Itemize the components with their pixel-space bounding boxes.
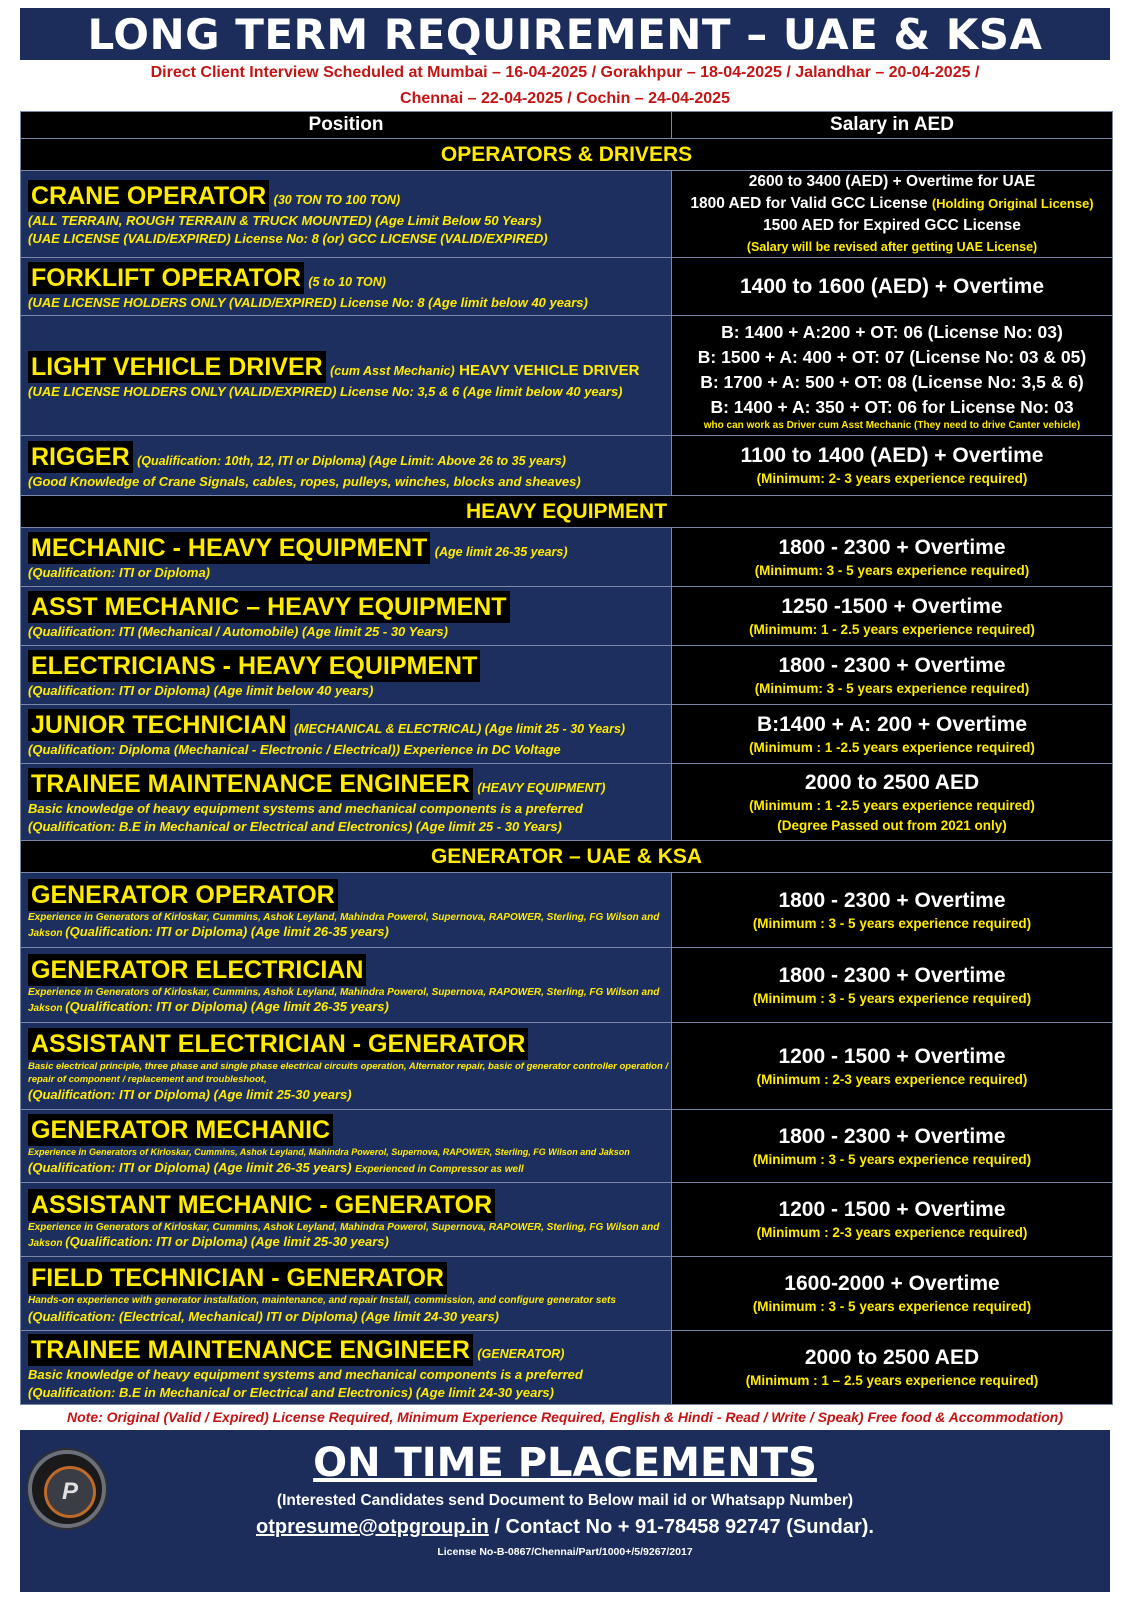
job-tag: (Age limit 26-35 years) <box>434 545 568 559</box>
salary-sub: (Minimum: 2- 3 years experience required) <box>756 471 1028 486</box>
logo-mark-icon: P <box>44 1466 96 1518</box>
table-row <box>21 171 1113 258</box>
salary-cell <box>672 587 1113 646</box>
col-salary: Salary in AED <box>672 112 1113 139</box>
schedule-line-2: Chennai – 22-04-2025 / Cochin – 24-04-2025 <box>400 90 730 107</box>
salary-cell <box>672 1331 1113 1405</box>
salary-main: 1800 - 2300 + Overtime <box>778 1124 1006 1148</box>
table-row <box>21 587 1113 646</box>
job-detail: Basic knowledge of heavy equipment systems and mechanical components is a preferred <box>28 1366 583 1382</box>
salary-cell <box>672 1023 1113 1110</box>
salary-line: B: 1400 + A: 350 + OT: 06 for License No: 03 <box>710 397 1074 417</box>
table-header <box>21 112 1113 139</box>
salary-sub: (Minimum : 2-3 years experience required) <box>756 1225 1028 1240</box>
position-cell <box>21 948 672 1023</box>
footnote: Note: Original (Valid / Expired) License Required, Minimum Experience Required, English & Hindi - Read / Write / Speak) Free food & Accommodation) <box>67 1409 1063 1425</box>
job-tag: HEAVY VEHICLE DRIVER <box>459 361 640 379</box>
salary-note: (Holding Original License) <box>931 196 1094 211</box>
apply-instruction: (Interested Candidates send Document to Below mail id or Whatsapp Number) <box>276 1492 854 1509</box>
table-row <box>21 258 1113 316</box>
salary-main: 1600-2000 + Overtime <box>784 1272 1000 1295</box>
job-title: GENERATOR MECHANIC <box>28 1114 333 1146</box>
position-cell <box>21 587 672 646</box>
job-title: FIELD TECHNICIAN - GENERATOR <box>28 1262 447 1294</box>
company-name: ON TIME PLACEMENTS <box>313 1440 817 1486</box>
job-title: GENERATOR ELECTRICIAN <box>28 954 366 986</box>
table-row <box>21 764 1113 841</box>
position-cell <box>21 171 672 258</box>
job-qualification: (Qualification: ITI or Diploma) (Age limit 26-35 years) <box>28 1159 352 1175</box>
salary-main: 2000 to 2500 AED <box>804 1346 980 1369</box>
job-detail <box>28 911 671 941</box>
salary-main: 1200 - 1500 + Overtime <box>778 1044 1006 1068</box>
section-title: OPERATORS & DRIVERS <box>21 139 1113 171</box>
salary-cell <box>672 436 1113 496</box>
salary-main: 1200 - 1500 + Overtime <box>778 1198 1006 1221</box>
salary-line: B: 1400 + A:200 + OT: 06 (License No: 03) <box>721 322 1063 342</box>
job-detail: (Qualification: ITI (Mechanical / Automobile) (Age limit 25 - 30 Years) <box>28 624 448 639</box>
page-title: LONG TERM REQUIREMENT – UAE & KSA <box>87 9 1043 59</box>
job-experience: Experience in Generators of Kirloskar, Cummins, Ashok Leyland, Mahindra Powerol, Supernova, RAPOWER, Sterling, FG Wilson and Jakson <box>28 1221 660 1249</box>
job-detail: (UAE LICENSE HOLDERS ONLY (VALID/EXPIRED) License No: 8 (Age limit below 40 years) <box>28 294 588 310</box>
section-header <box>21 139 1113 171</box>
job-detail: (Qualification: B.E in Mechanical or Electrical and Electronics) (Age limit 24-30 years) <box>28 1384 554 1400</box>
table-row <box>21 873 1113 948</box>
requirements-table <box>20 111 1113 1405</box>
table-row <box>21 316 1113 436</box>
salary-sub: (Minimum : 1 -2.5 years experience required) <box>749 797 1035 813</box>
job-title: ASSISTANT MECHANIC - GENERATOR <box>28 1189 495 1221</box>
salary-line: B: 1700 + A: 500 + OT: 08 (License No: 3,5 & 6) <box>700 372 1084 392</box>
salary-sub: (Minimum : 3 - 5 years experience required) <box>752 915 1032 931</box>
job-title: TRAINEE MAINTENANCE ENGINEER <box>28 1334 473 1366</box>
salary-main: 1800 - 2300 + Overtime <box>778 653 1006 677</box>
job-detail: Hands-on experience with generator installation, maintenance, and repair Install, commission, and configure generator sets <box>28 1294 616 1306</box>
job-tag: (cum Asst Mechanic) <box>330 363 455 378</box>
position-cell <box>21 258 672 316</box>
job-qualification: (Qualification: (Electrical, Mechanical) ITI or Diploma) (Age limit 24-30 years) <box>28 1308 500 1324</box>
position-cell <box>21 764 672 841</box>
job-detail: (ALL TERRAIN, ROUGH TERRAIN & TRUCK MOUNTED) (Age Limit Below 50 Years) <box>28 213 542 228</box>
salary-sub: (Minimum: 3 - 5 years experience required) <box>754 562 1030 578</box>
salary-text: 1800 AED for Valid GCC License <box>690 195 928 212</box>
salary-cell <box>672 948 1113 1023</box>
job-title: JUNIOR TECHNICIAN <box>28 709 290 741</box>
table-row <box>21 948 1113 1023</box>
footer-banner <box>20 1430 1110 1592</box>
section-title: HEAVY EQUIPMENT <box>21 496 1113 528</box>
salary-cell <box>672 873 1113 948</box>
job-tag: (30 TON TO 100 TON) <box>273 193 401 207</box>
salary-cell <box>672 705 1113 764</box>
job-title: ASST MECHANIC – HEAVY EQUIPMENT <box>28 591 510 623</box>
job-detail: (Qualification: Diploma (Mechanical - Electronic / Electrical)) Experience in DC Voltage <box>28 742 561 757</box>
job-qualification: (Qualification: ITI or Diploma) (Age limit 25-30 years) <box>28 1087 352 1102</box>
position-cell <box>21 316 672 436</box>
table-row <box>21 1257 1113 1331</box>
job-detail: (UAE LICENSE (VALID/EXPIRED) License No: 8 (or) GCC LICENSE (VALID/EXPIRED) <box>28 231 548 246</box>
job-detail: (Qualification: ITI or Diploma) (Age limit below 40 years) <box>28 683 374 698</box>
job-tag: (GENERATOR) <box>477 1346 565 1361</box>
job-title: TRAINEE MAINTENANCE ENGINEER <box>28 768 473 800</box>
title-banner <box>20 8 1110 60</box>
position-cell <box>21 1023 672 1110</box>
job-experience: Experience in Generators of Kirloskar, Cummins, Ashok Leyland, Mahindra Powerol, Supernova, RAPOWER, Sterling, FG Wilson and Jakson <box>28 987 660 1014</box>
position-cell <box>21 436 672 496</box>
job-tag: (HEAVY EQUIPMENT) <box>477 781 606 795</box>
table-row <box>21 1110 1113 1183</box>
job-detail: (Good Knowledge of Crane Signals, cables, ropes, pulleys, winches, blocks and sheaves) <box>28 473 581 489</box>
salary-note: who can work as Driver cum Asst Mechanic (They need to drive Canter vehicle) <box>703 420 1081 431</box>
section-header <box>21 841 1113 873</box>
salary-cell <box>672 1110 1113 1183</box>
schedule-line-1: Direct Client Interview Scheduled at Mumbai – 16-04-2025 / Gorakhpur – 18-04-2025 / Jalandhar – 20-04-2025 / <box>150 64 980 81</box>
salary-cell <box>672 528 1113 587</box>
salary-sub: (Minimum : 1 – 2.5 years experience required) <box>745 1373 1039 1388</box>
salary-main: 2000 to 2500 AED <box>804 770 980 794</box>
job-detail: Basic electrical principle, three phase and single phase electrical circuits operation, Alternator repair, basic of generator controller operation / repair of component / replacement and troubleshoot, <box>28 1061 669 1085</box>
salary-sub: (Minimum: 1 - 2.5 years experience required) <box>749 621 1035 637</box>
job-title: CRANE OPERATOR <box>28 180 269 212</box>
salary-sub: (Minimum : 1 -2.5 years experience required) <box>749 739 1035 755</box>
table-row <box>21 705 1113 764</box>
salary-cell <box>672 258 1113 316</box>
job-detail: Basic knowledge of heavy equipment systems and mechanical components is a preferred <box>28 801 583 816</box>
job-title: MECHANIC - HEAVY EQUIPMENT <box>28 532 430 564</box>
salary-main: 1400 to 1600 (AED) + Overtime <box>739 275 1045 298</box>
job-title: ELECTRICIANS - HEAVY EQUIPMENT <box>28 650 480 682</box>
job-tag: (Qualification: 10th, 12, ITI or Diploma) (Age Limit: Above 26 to 35 years) <box>137 453 566 468</box>
job-detail: (Qualification: ITI or Diploma) <box>28 565 210 580</box>
salary-main: B:1400 + A: 200 + Overtime <box>756 712 1028 736</box>
table-row <box>21 436 1113 496</box>
position-cell <box>21 1257 672 1331</box>
salary-cell <box>672 1183 1113 1257</box>
interview-schedule <box>20 60 1110 112</box>
salary-sub: (Minimum: 3 - 5 years experience required) <box>754 680 1030 696</box>
job-qualification: (Qualification: ITI or Diploma) (Age limit 26-35 years) <box>65 999 389 1014</box>
salary-note: (Salary will be revised after getting UAE License) <box>746 240 1038 254</box>
position-cell <box>21 873 672 948</box>
license-number: License No-B-0867/Chennai/Part/1000+/5/9267/2017 <box>437 1546 693 1558</box>
position-cell <box>21 528 672 587</box>
table-row <box>21 646 1113 705</box>
salary-sub: (Degree Passed out from 2021 only) <box>777 817 1007 833</box>
position-cell <box>21 1110 672 1183</box>
job-detail: Experience in Generators of Kirloskar, Cummins, Ashok Leyland, Mahindra Powerol, Supernova, RAPOWER, Sterling, FG Wilson and Jakson <box>28 1146 630 1157</box>
job-detail <box>28 1221 671 1251</box>
position-cell <box>21 1183 672 1257</box>
job-detail <box>28 986 671 1016</box>
salary-main: 1800 - 2300 + Overtime <box>778 963 1006 987</box>
job-experience: Experience in Generators of Kirloskar, Cummins, Ashok Leyland, Mahindra Powerol, Supernova, RAPOWER, Sterling, FG Wilson and Jakson <box>28 912 660 939</box>
salary-main: 1800 - 2300 + Overtime <box>778 888 1006 912</box>
table-row <box>21 1183 1113 1257</box>
table-row <box>21 1331 1113 1405</box>
section-header <box>21 496 1113 528</box>
job-title: FORKLIFT OPERATOR <box>28 262 304 294</box>
job-title: LIGHT VEHICLE DRIVER <box>28 351 326 383</box>
job-tag: (5 to 10 TON) <box>308 274 386 289</box>
salary-sub: (Minimum : 3 - 5 years experience required) <box>752 1299 1032 1314</box>
salary-main: 1800 - 2300 + Overtime <box>778 535 1006 559</box>
job-detail: (UAE LICENSE HOLDERS ONLY (VALID/EXPIRED) License No: 3,5 & 6 (Age limit below 40 years) <box>28 383 623 399</box>
salary-line: B: 1500 + A: 400 + OT: 07 (License No: 03 & 05) <box>697 347 1087 367</box>
job-detail <box>28 1159 671 1179</box>
salary-line <box>672 193 1112 215</box>
job-title: RIGGER <box>28 441 133 473</box>
salary-sub: (Minimum : 2-3 years experience required) <box>756 1071 1028 1087</box>
salary-sub: (Minimum : 3 - 5 years experience required) <box>752 1151 1032 1167</box>
position-cell <box>21 705 672 764</box>
job-title: GENERATOR OPERATOR <box>28 879 338 911</box>
salary-line: 2600 to 3400 (AED) + Overtime for UAE <box>748 173 1036 190</box>
job-experience: Experienced in Compressor as well <box>355 1163 524 1175</box>
job-detail: (Qualification: B.E in Mechanical or Electrical and Electronics) (Age limit 25 - 30 Years) <box>28 819 562 834</box>
salary-cell <box>672 316 1113 436</box>
section-title: GENERATOR – UAE & KSA <box>21 841 1113 873</box>
job-title: ASSISTANT ELECTRICIAN - GENERATOR <box>28 1028 528 1060</box>
contact-number: / Contact No + 91-78458 92747 (Sundar). <box>494 1516 874 1538</box>
salary-main: 1250 -1500 + Overtime <box>781 594 1003 618</box>
contact-line <box>20 1516 1110 1539</box>
position-cell <box>21 1331 672 1405</box>
email-link[interactable]: otpresume@otpgroup.in <box>256 1516 489 1538</box>
job-qualification: (Qualification: ITI or Diploma) (Age limit 26-35 years) <box>65 924 389 939</box>
salary-cell <box>672 1257 1113 1331</box>
salary-sub: (Minimum : 3 - 5 years experience required) <box>752 990 1032 1006</box>
position-cell <box>21 646 672 705</box>
job-qualification: (Qualification: ITI or Diploma) (Age limit 25-30 years) <box>65 1233 389 1249</box>
table-row <box>21 1023 1113 1110</box>
job-tag: (MECHANICAL & ELECTRICAL) (Age limit 25 - 30 Years) <box>294 722 626 736</box>
col-position: Position <box>21 112 672 139</box>
salary-line: 1500 AED for Expired GCC License <box>763 217 1021 234</box>
table-row <box>21 528 1113 587</box>
salary-cell <box>672 171 1113 258</box>
salary-main: 1100 to 1400 (AED) + Overtime <box>740 444 1044 467</box>
salary-cell <box>672 764 1113 841</box>
salary-cell <box>672 646 1113 705</box>
